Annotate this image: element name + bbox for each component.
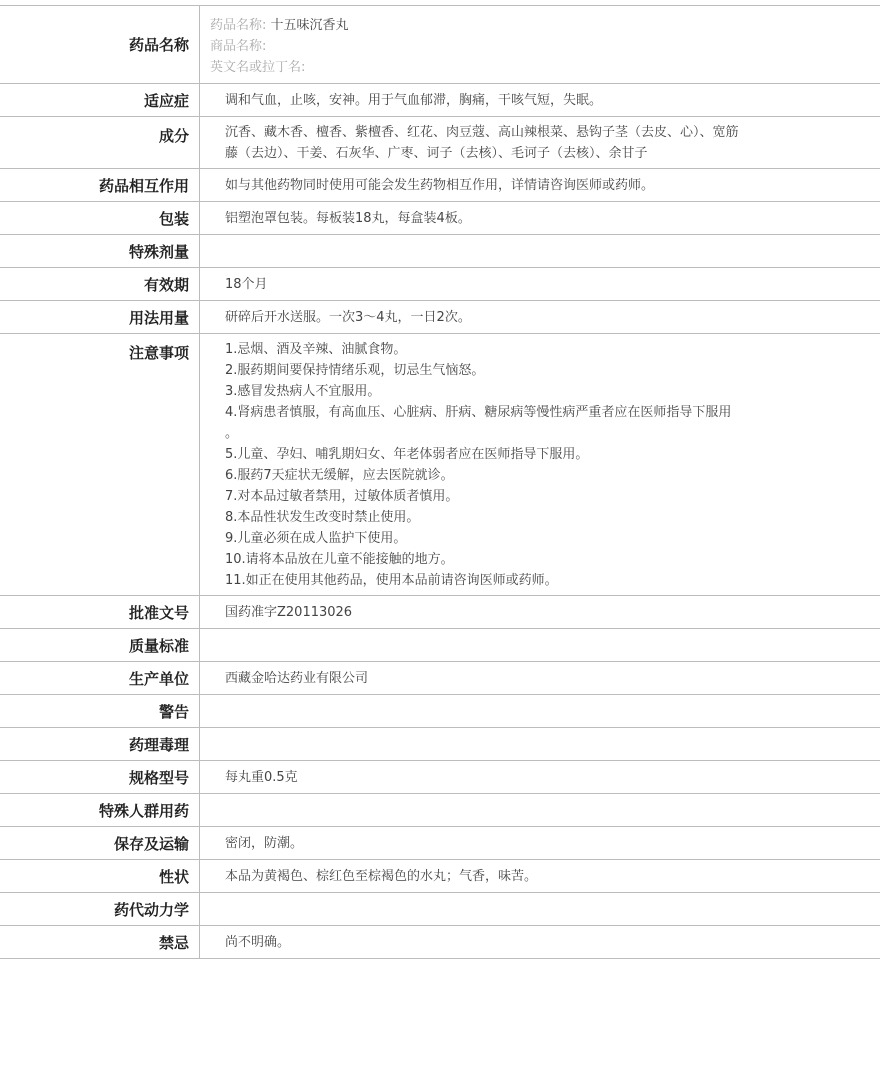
row-ingredients	[0, 117, 880, 169]
precaution-item: 11.如正在使用其他药品，使用本品前请咨询医师或药师。	[225, 573, 558, 588]
label-precautions: 注意事项	[0, 334, 200, 595]
precaution-item: 6.服药7天症状无缓解，应去医院就诊。	[225, 468, 454, 483]
label-indication: 适应症	[0, 84, 200, 116]
label-pharmacokinetics: 药代动力学	[0, 893, 200, 925]
row-character	[0, 860, 880, 893]
value-interactions: 如与其他药物同时使用可能会发生药物相互作用，详情请咨询医师或药师。	[225, 178, 655, 193]
row-special-dose	[0, 235, 880, 268]
row-quality	[0, 629, 880, 662]
label-special-groups: 特殊人群用药	[0, 794, 200, 826]
label-spec: 规格型号	[0, 761, 200, 793]
row-manufacturer	[0, 662, 880, 695]
row-indication	[0, 84, 880, 117]
value-approval: 国药准字Z20113026	[225, 605, 353, 620]
value-precautions	[200, 334, 880, 595]
label-ingredients: 成分	[0, 117, 200, 168]
row-approval	[0, 596, 880, 629]
drug-name-prefix: 药品名称:	[210, 18, 267, 33]
trade-name-prefix: 商品名称:	[210, 39, 267, 54]
row-precautions	[0, 334, 880, 596]
precaution-item: 7.对本品过敏者禁用，过敏体质者慎用。	[225, 489, 459, 504]
value-storage: 密闭，防潮。	[225, 836, 304, 851]
precaution-item: 5.儿童、孕妇、哺乳期妇女、年老体弱者应在医师指导下服用。	[225, 447, 589, 462]
precaution-item: 2.服药期间要保持情绪乐观，切忌生气恼怒。	[225, 363, 485, 378]
value-pharmacokinetics	[200, 893, 880, 925]
ingredients-line: 沉香、藏木香、檀香、紫檀香、红花、肉豆蔻、高山辣根菜、悬钩子茎（去皮、心）、宽筋	[225, 125, 739, 140]
value-special-dose	[200, 235, 880, 267]
row-spec	[0, 761, 880, 794]
label-quality: 质量标准	[0, 629, 200, 661]
label-manufacturer: 生产单位	[0, 662, 200, 694]
label-special-dose: 特殊剂量	[0, 235, 200, 267]
precaution-item: 9.儿童必须在成人监护下使用。	[225, 531, 407, 546]
label-character: 性状	[0, 860, 200, 892]
label-contraindications: 禁忌	[0, 926, 200, 958]
precaution-item: 3.感冒发热病人不宜服用。	[225, 384, 381, 399]
row-special-groups	[0, 794, 880, 827]
value-manufacturer: 西藏金哈达药业有限公司	[225, 671, 369, 686]
row-drug-name	[0, 6, 880, 84]
drug-name-block	[200, 6, 880, 83]
value-warning	[200, 695, 880, 727]
english-name-prefix: 英文名或拉丁名:	[210, 60, 306, 75]
label-usage: 用法用量	[0, 301, 200, 333]
value-character: 本品为黄褐色、棕红色至棕褐色的水丸；气香，味苦。	[225, 869, 538, 884]
row-pharmacokinetics	[0, 893, 880, 926]
precaution-item: 4.肾病患者慎服，有高血压、心脏病、肝病、糖尿病等慢性病严重者应在医师指导下服用	[225, 405, 732, 420]
label-storage: 保存及运输	[0, 827, 200, 859]
precaution-item: 8.本品性状发生改变时禁止使用。	[225, 510, 420, 525]
label-packaging: 包装	[0, 202, 200, 234]
drug-name-value: 十五味沉香丸	[270, 18, 349, 33]
precaution-item: 1.忌烟、酒及辛辣、油腻食物。	[225, 342, 407, 357]
label-toxicology: 药理毒理	[0, 728, 200, 760]
value-special-groups	[200, 794, 880, 826]
value-ingredients	[200, 117, 880, 168]
drug-info-table	[0, 5, 880, 959]
row-packaging	[0, 202, 880, 235]
label-interactions: 药品相互作用	[0, 169, 200, 201]
label-drug-name: 药品名称	[0, 6, 200, 83]
row-usage	[0, 301, 880, 334]
value-usage: 研碎后开水送服。一次3～4丸，一日2次。	[225, 310, 471, 325]
row-contraindications	[0, 926, 880, 959]
value-quality	[200, 629, 880, 661]
label-warning: 警告	[0, 695, 200, 727]
row-interactions	[0, 169, 880, 202]
precaution-item: 。	[225, 426, 239, 441]
label-shelf-life: 有效期	[0, 268, 200, 300]
row-warning	[0, 695, 880, 728]
label-approval: 批准文号	[0, 596, 200, 628]
row-toxicology	[0, 728, 880, 761]
value-contraindications: 尚不明确。	[225, 935, 291, 950]
value-shelf-life: 18个月	[225, 277, 268, 292]
value-indication: 调和气血，止咳，安神。用于气血郁滞，胸痛，干咳气短，失眠。	[225, 93, 603, 108]
row-storage	[0, 827, 880, 860]
precaution-item: 10.请将本品放在儿童不能接触的地方。	[225, 552, 454, 567]
value-packaging: 铝塑泡罩包装。每板装18丸，每盒装4板。	[225, 211, 471, 226]
row-shelf-life	[0, 268, 880, 301]
value-spec: 每丸重0.5克	[225, 770, 298, 785]
ingredients-line: 藤（去边）、干姜、石灰华、广枣、诃子（去核）、毛诃子（去核）、余甘子	[225, 146, 648, 161]
value-toxicology	[200, 728, 880, 760]
